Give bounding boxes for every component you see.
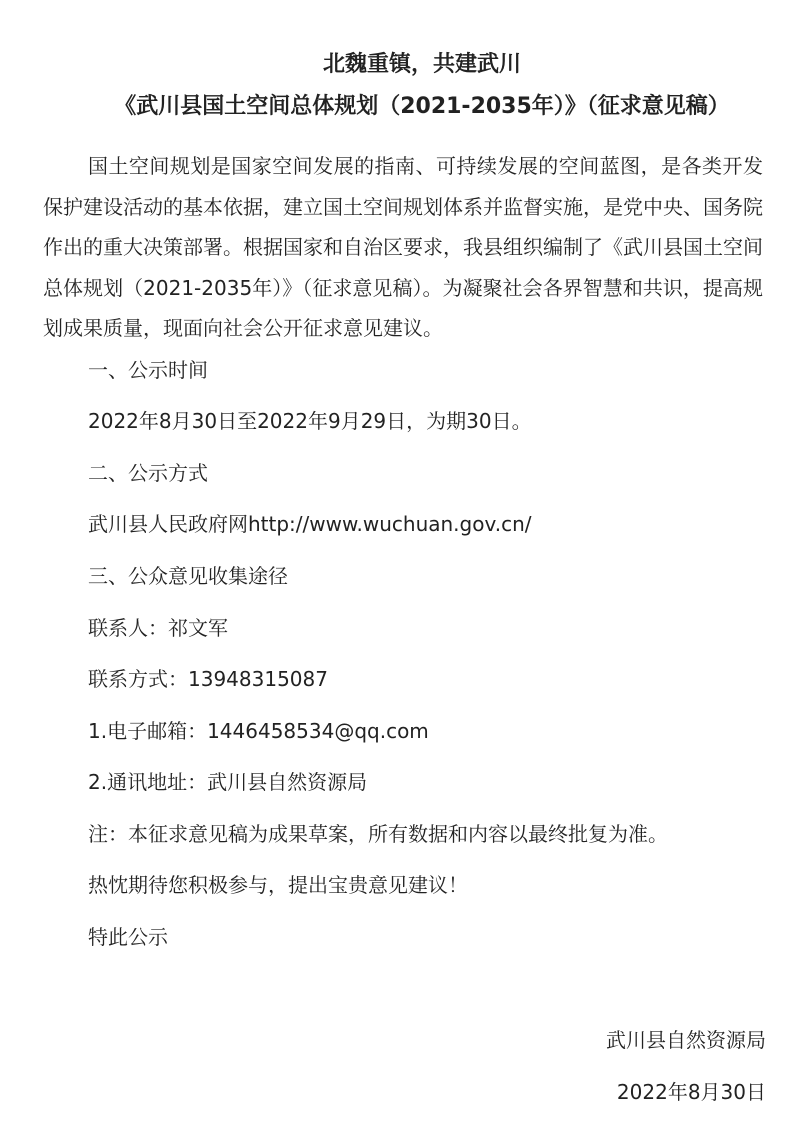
contact-person: 联系人：祁文军 [88,616,228,640]
contact-phone: 联系方式：13948315087 [88,667,328,691]
section-heading-time: 一、公示时间 [88,358,208,382]
signature-date: 2022年8月30日 [616,1080,766,1104]
note: 注：本征求意见稿为成果草案，所有数据和内容以最终批复为准。 [88,822,668,846]
section-heading-method: 二、公示方式 [88,461,208,485]
document-subtitle: 《武川县国土空间总体规划（2021-2035年）》（征求意见稿） [114,94,730,119]
contact-address: 2.通讯地址：武川县自然资源局 [88,770,368,794]
document-title: 北魏重镇，共建武川 [322,52,521,77]
time-detail: 2022年8月30日至2022年9月29日，为期30日。 [88,409,532,433]
intro-paragraph: 国土空间规划是国家空间发展的指南、可持续发展的空间蓝图，是各类开发保护建设活动的基本依据，建立国土空间规划体系并监督实施，是党中央、国务院作出的重大决策部署。根据国家和自治区要求，我县组织编制了《武川县国土空间总体规划（2021-2035年）》（征求意见稿）。为凝聚社会各界智慧和共识，提高规划成果质量，现面向社会公开征求意见建议。 [43,154,763,340]
section-heading-feedback: 三、公众意见收集途径 [88,564,288,588]
signature-org: 武川县自然资源局 [606,1028,766,1052]
method-detail: 武川县人民政府网http://www.wuchuan.gov.cn/ [88,512,532,536]
closing: 特此公示 [88,925,168,949]
invitation: 热忱期待您积极参与，提出宝贵意见建议！ [88,873,468,897]
contact-email: 1.电子邮箱：1446458534@qq.com [88,719,429,743]
